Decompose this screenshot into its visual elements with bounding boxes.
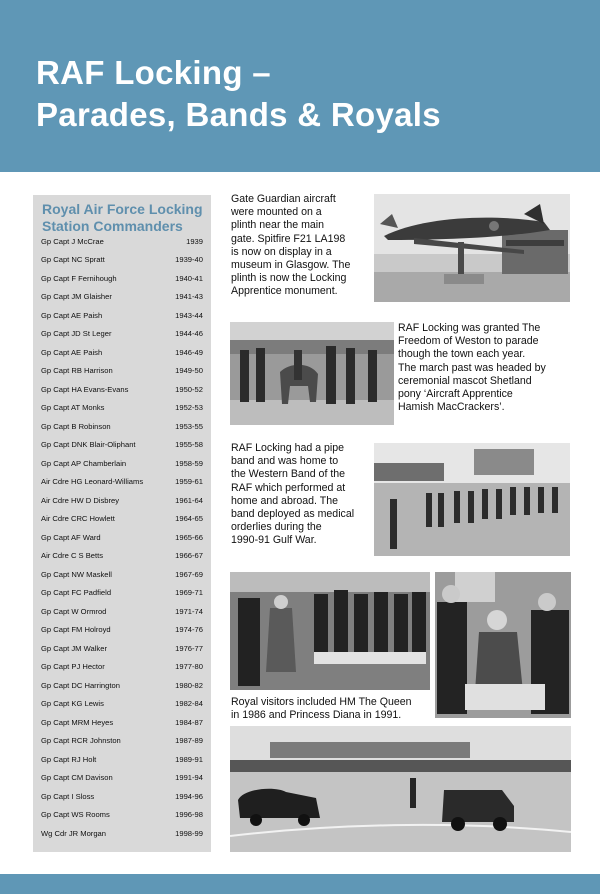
commander-row [41,251,203,270]
commander-name: Air Cdre C S Betts [41,551,104,561]
commander-name: Gp Capt JM Glaisher [41,292,112,302]
commander-name: Gp Capt KG Lewis [41,699,104,709]
commander-name: Gp Capt DC Harrington [41,680,120,690]
commander-name: Air Cdre HW D Disbrey [41,495,120,505]
commander-row [41,343,203,362]
text-line: home and abroad. The [231,494,338,507]
commander-name: Air Cdre CRC Howlett [41,514,115,524]
commander-years: 1982-84 [175,699,203,709]
commander-years: 1976-77 [175,643,203,653]
royal-visitors-text [231,696,441,722]
commander-years: 1964-65 [175,514,203,524]
commander-years: 1946-49 [175,347,203,357]
commander-years: 1958-59 [175,458,203,468]
commander-years: 1943-44 [175,310,203,320]
commander-years: 1967-69 [175,569,203,579]
commander-row [41,547,203,566]
commander-name: Gp Capt WS Rooms [41,810,110,820]
commander-row [41,602,203,621]
commander-years: 1991-94 [175,773,203,783]
commander-row [41,232,203,251]
page-title-line-2: Parades, Bands & Royals [36,96,441,133]
text-line: though the town each year. [398,348,526,361]
header-banner [0,0,600,172]
commander-years: 1953-55 [175,421,203,431]
commander-name: Gp Capt NC Spratt [41,255,105,265]
commander-row [41,399,203,418]
text-line: in 1986 and Princess Diana in 1991. [231,709,402,722]
text-line: RAF Locking was granted The [398,322,541,334]
commander-name: Gp Capt AE Paish [41,310,103,320]
commander-years: 1984-87 [175,717,203,727]
text-line: gate. Spitfire F21 LA198 [231,232,346,245]
commander-years: 1952-53 [175,403,203,413]
commander-name: Gp Capt FC Padfield [41,588,112,598]
commander-name: Gp Capt AE Paish [41,347,103,357]
commander-name: Gp Capt MRM Heyes [41,717,114,727]
commander-years: 1965-66 [175,532,203,542]
commander-row [41,269,203,288]
text-line: plinth is now the Locking [231,272,347,285]
commander-years: 1974-76 [175,625,203,635]
commander-row [41,417,203,436]
commander-row [41,491,203,510]
commander-name: Gp Capt AT Monks [41,403,105,413]
commander-row [41,824,203,843]
text-line: Royal visitors included HM The Queen [231,696,412,708]
text-line: 1990-91 Gulf War. [231,534,317,547]
commander-name: Gp Capt F Fernihough [41,273,117,283]
text-line: band and was home to [231,455,339,468]
footer-bar [0,874,600,894]
commander-years: 1998-99 [175,828,203,838]
commander-row [41,769,203,788]
commander-name: Gp Capt RB Harrison [41,366,113,376]
text-line: Gate Guardian aircraft [231,193,336,205]
text-line: museum in Glasgow. The [231,259,351,272]
commanders-title: Royal Air Force Locking Station Commanders [42,201,203,234]
commander-row [41,584,203,603]
text-line: The march past was headed by [398,361,546,374]
royal-visit-queen-photo [230,572,430,690]
commanders-panel [33,195,211,852]
text-line: is now on display in a [231,245,332,258]
commander-years: 1989-91 [175,754,203,764]
commander-name: Gp Capt W Ormrod [41,606,107,616]
commander-name: Air Cdre HG Leonard-Williams [41,477,144,487]
page-title-line-1: RAF Locking – [36,54,271,91]
commander-years: 1961-64 [175,495,203,505]
commander-name: Wg Cdr JR Morgan [41,828,106,838]
commander-name: Gp Capt JM Walker [41,643,107,653]
commander-years: 1996-98 [175,810,203,820]
text-line: the Western Band of the [231,468,346,481]
commander-name: Gp Capt AP Chamberlain [41,458,127,468]
commander-row [41,473,203,492]
commander-name: Gp Capt I Sloss [41,791,95,801]
pipe-band-photo [374,443,570,556]
commander-years: 1949-50 [175,366,203,376]
commander-row [41,658,203,677]
text-line: Apprentice monument. [231,285,338,298]
commander-row [41,380,203,399]
commander-years: 1944-46 [175,329,203,339]
commander-years: 1977-80 [175,662,203,672]
commander-row [41,806,203,825]
commander-name: Gp Capt RCR Johnston [41,736,121,746]
commander-row [41,288,203,307]
commander-name: Gp Capt DNK Blair-Oliphant [41,440,136,450]
text-line: Hamish MacCrackers’. [398,401,505,414]
commander-row [41,676,203,695]
commander-years: 1987-89 [175,736,203,746]
commander-row [41,436,203,455]
commander-years: 1959-61 [175,477,203,487]
freedom-of-weston-text [398,322,568,414]
commander-name: Gp Capt NW Maskell [41,569,112,579]
commander-name: Gp Capt J McCrae [41,236,104,246]
pipe-band-text [231,442,373,548]
commander-row [41,639,203,658]
gate-guardian-text [231,193,373,299]
commander-row [41,565,203,584]
commander-name: Gp Capt CM Davison [41,773,113,783]
commander-name: Gp Capt FM Holroyd [41,625,111,635]
commander-row [41,732,203,751]
commander-row [41,787,203,806]
text-line: RAF which performed at [231,481,346,494]
royal-visit-princess-diana-photo [435,572,571,718]
commander-years: 1980-82 [175,680,203,690]
commander-years: 1969-71 [175,588,203,598]
commander-name: Gp Capt RJ Holt [41,754,97,764]
text-line: orderlies during the [231,521,322,534]
text-line: were mounted on a [231,206,322,219]
commander-row [41,306,203,325]
commander-name: Gp Capt JD St Leger [41,329,112,339]
commander-name: Gp Capt PJ Hector [41,662,105,672]
commander-name: Gp Capt HA Evans-Evans [41,384,129,394]
commander-years: 1941-43 [175,292,203,302]
commander-name: Gp Capt AF Ward [41,532,101,542]
commander-row [41,695,203,714]
commander-years: 1940-41 [175,273,203,283]
text-line: ceremonial mascot Shetland [398,374,532,387]
text-line: RAF Locking had a pipe [231,442,345,454]
commander-years: 1939 [186,236,203,246]
commander-years: 1971-74 [175,606,203,616]
commander-row [41,454,203,473]
commander-years: 1994-96 [175,791,203,801]
commander-row [41,325,203,344]
spitfire-gate-guardian-photo [374,194,570,302]
commander-row [41,713,203,732]
text-line: band deployed as medical [231,508,355,521]
commander-years: 1939-40 [175,255,203,265]
parade-mascot-pony-photo [230,322,394,425]
commander-row [41,750,203,769]
text-line: plinth near the main [231,219,325,232]
page-title [36,52,441,136]
commander-row [41,362,203,381]
commander-row [41,528,203,547]
commander-row [41,510,203,529]
commander-years: 1950-52 [175,384,203,394]
text-line: pony ‘Aircraft Apprentice [398,388,513,401]
parade-ground-vehicles-photo [230,726,571,852]
text-line: Freedom of Weston to parade [398,335,539,348]
commander-years: 1966-67 [175,551,203,561]
commander-years: 1955-58 [175,440,203,450]
commander-row [41,621,203,640]
commander-name: Gp Capt B Robinson [41,421,111,431]
